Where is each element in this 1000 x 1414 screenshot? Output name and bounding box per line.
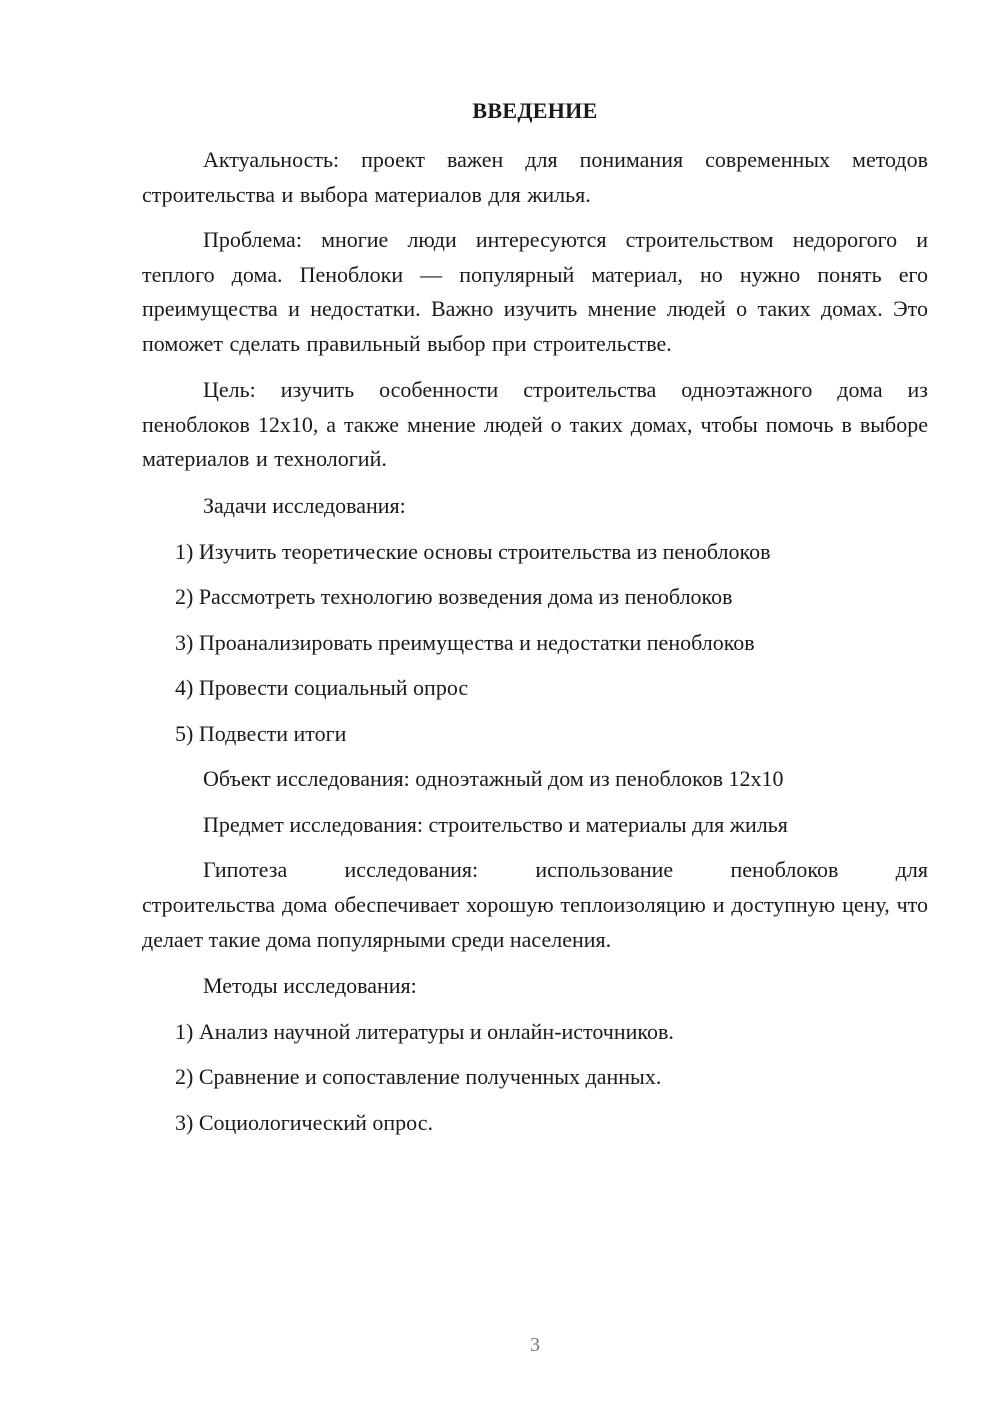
section-heading: ВВЕДЕНИЕ <box>472 98 598 123</box>
list-item: 3) Проанализировать преимущества и недостатки пеноблоков <box>175 630 755 655</box>
problem-paragraph: Проблема: многие люди интересуются строительством недорогого и теплого дома. Пеноблоки — популярный материал, но нужно понять его преимущества и недостатки. Важно изучить мнение людей о таких домах. Это поможет сделать правильный выбор при строительстве. <box>142 227 928 356</box>
goal-paragraph: Цель: изучить особенности строительства одноэтажного дома из пеноблоков 12х10, а также мнение людей о таких домах, чтобы помочь в выборе материалов и технологий. <box>142 377 928 471</box>
list-item: 2) Рассмотреть технологию возведения дома из пеноблоков <box>175 584 733 609</box>
list-item: 5) Подвести итоги <box>175 721 347 746</box>
list-item: 4) Провести социальный опрос <box>175 675 469 700</box>
hypothesis-word: для <box>895 857 928 882</box>
research-subject: Предмет исследования: строительство и материалы для жилья <box>203 812 788 837</box>
list-item: 1) Изучить теоретические основы строительства из пеноблоков <box>175 539 771 564</box>
tasks-title: Задачи исследования: <box>203 493 406 518</box>
list-item: 1) Анализ научной литературы и онлайн-источников. <box>175 1019 674 1044</box>
methods-title: Методы исследования: <box>203 973 417 998</box>
hypothesis-paragraph: строительства дома обеспечивает хорошую теплоизоляцию и доступную цену, что делает такие дома популярными среди населения. <box>142 892 928 952</box>
list-item: 2) Сравнение и сопоставление полученных данных. <box>175 1064 662 1089</box>
list-item: 3) Социологический опрос. <box>175 1110 433 1135</box>
research-object: Объект исследования: одноэтажный дом из пеноблоков 12х10 <box>203 766 784 791</box>
hypothesis-word: использование <box>535 857 674 882</box>
hypothesis-word: пеноблоков <box>730 857 839 882</box>
hypothesis-first-line <box>142 855 928 885</box>
relevance-paragraph: Актуальность: проект важен для понимания современных методов строительства и выбора материалов для жилья. <box>142 147 928 207</box>
hypothesis-word: Гипотеза <box>203 857 288 882</box>
hypothesis-word: исследования: <box>344 857 479 882</box>
page-number: 3 <box>530 1334 540 1356</box>
document-page <box>142 0 928 1414</box>
